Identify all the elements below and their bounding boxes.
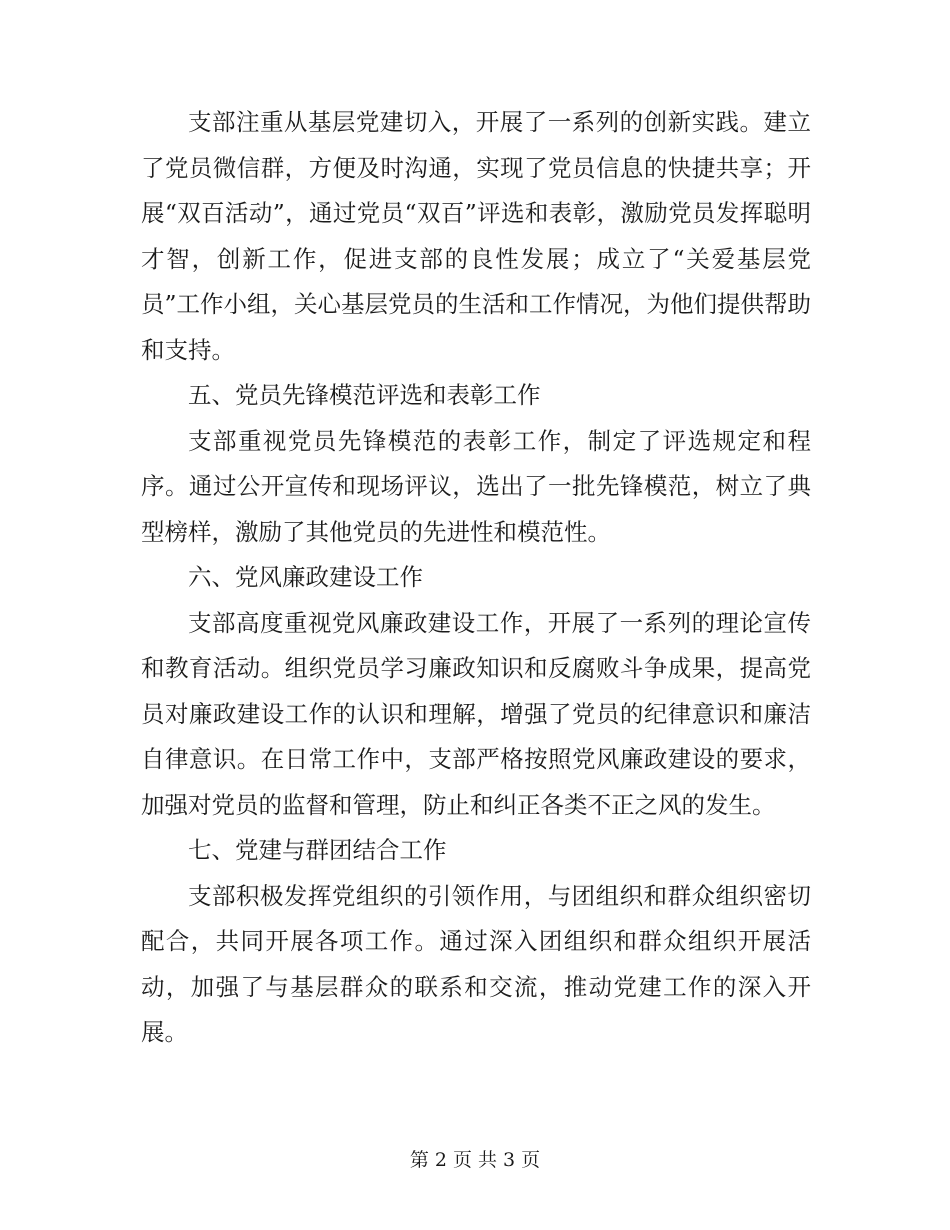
document-body (141, 100, 811, 1056)
paragraph-integrity-building: 支部高度重视党风廉政建设工作，开展了一系列的理论宣传和教育活动。组织党员学习廉政知识和反腐败斗争成果，提高党员对廉政建设工作的认识和理解，增强了党员的纪律意识和廉洁自律意识。在日常工作中，支部严格按照党风廉政建设的要求，加强对党员的监督和管理，防止和纠正各类不正之风的发生。 (141, 608, 811, 819)
page-number-footer: 第 2 页 共 3 页 (409, 1149, 541, 1171)
section-heading-7: 七、党建与群团结合工作 (188, 836, 447, 864)
section-heading-6: 六、党风廉政建设工作 (188, 563, 423, 591)
paragraph-party-mass-organizations: 支部积极发挥党组织的引领作用，与团组织和群众组织密切配合，共同开展各项工作。通过深入团组织和群众组织开展活动，加强了与基层群众的联系和交流，推动党建工作的深入开展。 (141, 881, 811, 1046)
paragraph-grassroots-innovation: 支部注重从基层党建切入，开展了一系列的创新实践。建立了党员微信群，方便及时沟通，实现了党员信息的快捷共享；开展“双百活动”，通过党员“双百”评选和表彰，激励党员发挥聪明才智，创新工作，促进支部的良性发展；成立了“关爱基层党员”工作小组，关心基层党员的生活和工作情况，为他们提供帮助和支持。 (141, 108, 812, 364)
paragraph-model-commendation: 支部重视党员先锋模范的表彰工作，制定了评选规定和程序。通过公开宣传和现场评议，选出了一批先锋模范，树立了典型榜样，激励了其他党员的先进性和模范性。 (141, 426, 811, 546)
section-heading-5: 五、党员先锋模范评选和表彰工作 (188, 381, 541, 409)
